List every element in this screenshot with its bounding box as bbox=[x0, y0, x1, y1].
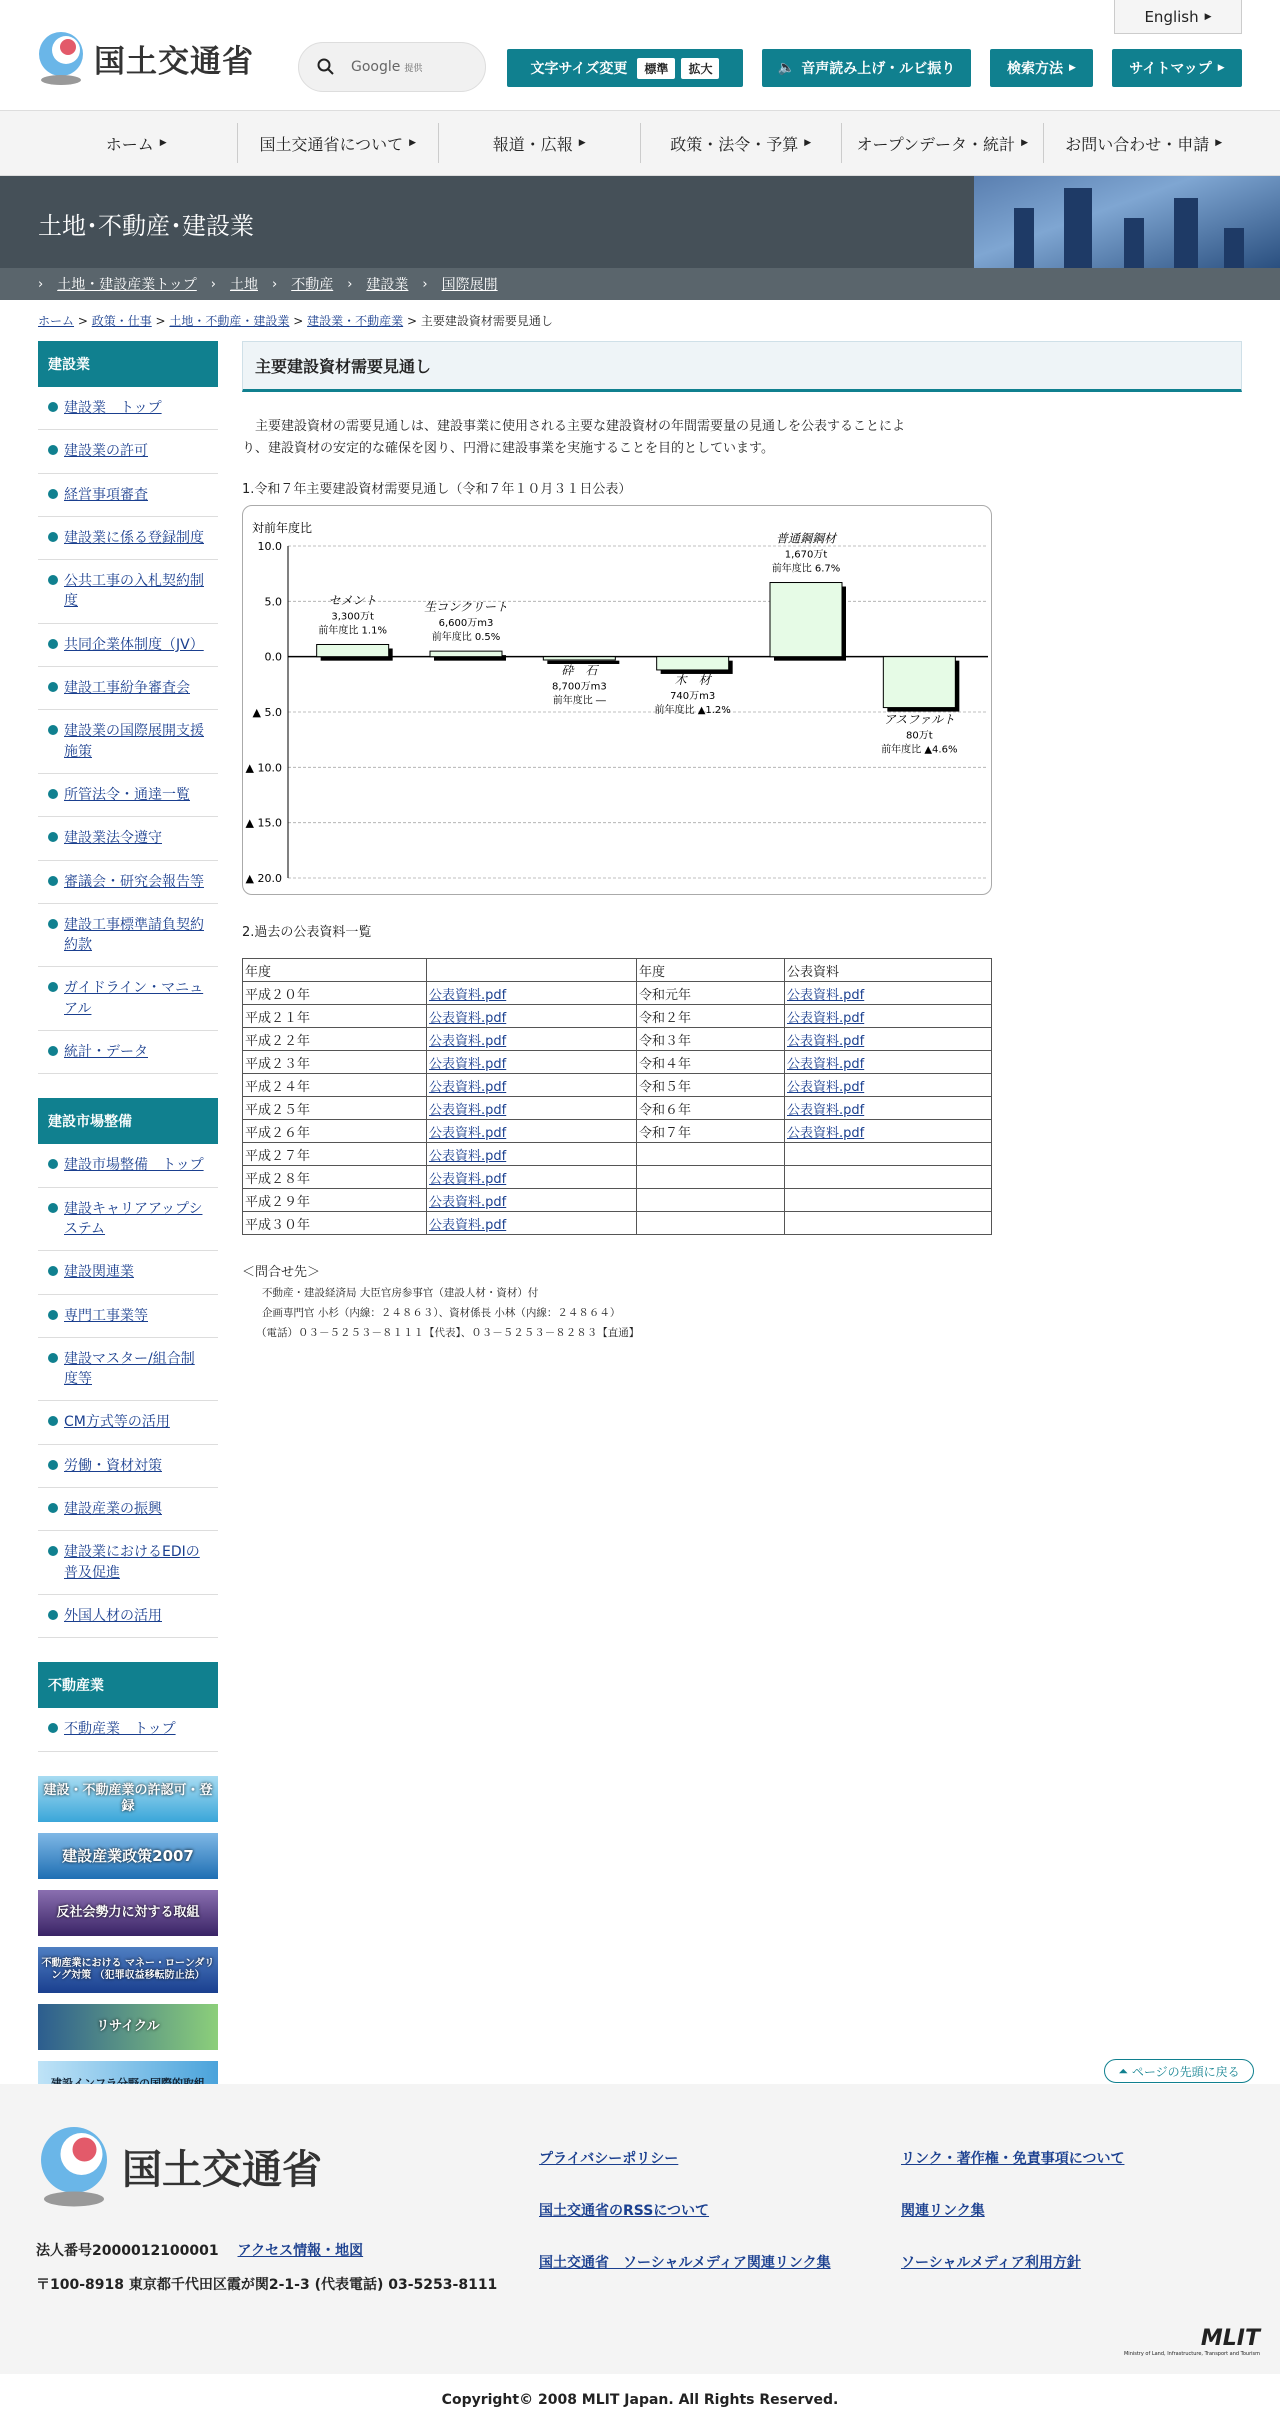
sidebar-item-link[interactable]: 建設業の国際展開支援施策 bbox=[64, 723, 204, 760]
pdf-link[interactable]: 公表資料.pdf bbox=[429, 1148, 507, 1164]
table-cell: 平成２４年 bbox=[243, 1074, 427, 1097]
table-cell bbox=[427, 1074, 637, 1097]
table-cell bbox=[427, 1005, 637, 1028]
sidebar-item-link[interactable]: ガイドライン・マニュアル bbox=[64, 980, 204, 1017]
sidebar-item-link[interactable]: 建設業におけるEDIの普及促進 bbox=[64, 1544, 200, 1581]
bar bbox=[883, 657, 955, 708]
table-cell bbox=[785, 1120, 992, 1143]
table-cell bbox=[785, 1005, 992, 1028]
bar bbox=[317, 645, 389, 657]
sidebar-item bbox=[38, 474, 218, 517]
table-header-cell: 年度 bbox=[637, 959, 785, 982]
bar-ratio-label: 前年度比 6.7% bbox=[771, 563, 841, 575]
breadcrumb-construction[interactable]: 建設業・不動産業 bbox=[307, 314, 404, 328]
sidebar-item-link[interactable]: 建設マスター/組合制度等 bbox=[64, 1350, 195, 1388]
sidebar-item bbox=[38, 560, 218, 624]
table-cell bbox=[427, 1051, 637, 1074]
arrow-up-icon: ⏶ bbox=[1118, 2063, 1128, 2078]
bar-amount-label: 740万m3 bbox=[670, 691, 716, 703]
global-nav bbox=[0, 111, 1280, 176]
sidebar-item-link[interactable]: 統計・データ bbox=[64, 1044, 148, 1061]
chevron-right-icon: › bbox=[210, 276, 216, 292]
search-box[interactable] bbox=[298, 42, 486, 92]
pdf-link[interactable]: 公表資料.pdf bbox=[787, 1102, 865, 1118]
y-tick-label: 0.0 bbox=[264, 650, 282, 664]
pdf-link[interactable]: 公表資料.pdf bbox=[787, 1010, 865, 1026]
banner-permits[interactable]: 建設・不動産業の許認可・登録 bbox=[38, 1776, 218, 1822]
sidebar-item-link[interactable]: 建設工事紛争審査会 bbox=[64, 680, 190, 697]
footer-link-privacy[interactable]: プライバシーポリシー bbox=[539, 2151, 679, 2167]
table-cell: 令和３年 bbox=[637, 1028, 785, 1051]
breadcrumb: ホーム > 政策・仕事 > 土地・不動産・建設業 > 建設業・不動産業 > 主要建設資材需要見通し bbox=[38, 314, 553, 328]
sidebar bbox=[38, 341, 218, 2118]
sidebar-group-realestate bbox=[38, 1662, 218, 1751]
pdf-link[interactable]: 公表資料.pdf bbox=[787, 1033, 865, 1049]
footer-link-rss[interactable]: 国土交通省のRSSについて bbox=[539, 2203, 710, 2219]
table-header-cell bbox=[427, 959, 637, 982]
chevron-right-icon: › bbox=[347, 276, 353, 292]
sidebar-item bbox=[38, 624, 218, 667]
banner-money-laundering[interactable]: 不動産業における マネー・ローンダリング対策 （犯罪収益移転防止法） bbox=[38, 1947, 218, 1993]
bar-amount-label: 8,700万m3 bbox=[551, 681, 607, 693]
sitemap-button[interactable]: サイトマップ ▶ bbox=[1112, 49, 1242, 87]
table-cell bbox=[427, 1028, 637, 1051]
table-row bbox=[243, 1028, 992, 1051]
bar-ratio-label: 前年度比 0.5% bbox=[431, 632, 501, 644]
demand-chart bbox=[242, 505, 992, 895]
table-cell bbox=[785, 1212, 992, 1235]
sidebar-item bbox=[38, 667, 218, 710]
triangle-right-icon: ▶ bbox=[1215, 138, 1223, 148]
font-large-button[interactable]: 拡大 bbox=[681, 58, 719, 79]
sidebar-heading: 建設業 bbox=[38, 341, 218, 387]
table-cell bbox=[427, 1166, 637, 1189]
bar-amount-label: 6,600万m3 bbox=[438, 618, 494, 630]
mlit-mark bbox=[1100, 2326, 1260, 2357]
bar-category-label: 木 材 bbox=[674, 673, 711, 688]
y-tick-label: ▲ 20.0 bbox=[245, 872, 282, 886]
triangle-right-icon: ▶ bbox=[1204, 11, 1212, 22]
table-cell: 平成２６年 bbox=[243, 1120, 427, 1143]
bar-amount-label: 80万t bbox=[906, 730, 933, 742]
pdf-link[interactable]: 公表資料.pdf bbox=[787, 987, 865, 1003]
sidebar-item bbox=[38, 710, 218, 774]
access-link[interactable]: アクセス情報・地図 bbox=[237, 2243, 364, 2259]
subnav-construction[interactable]: 建設業 bbox=[366, 277, 409, 293]
sidebar-item bbox=[38, 774, 218, 817]
y-tick-label: ▲ 10.0 bbox=[245, 761, 282, 775]
breadcrumb-land[interactable]: 土地・不動産・建設業 bbox=[169, 314, 290, 328]
sidebar-item-link[interactable]: 建設業 トップ bbox=[64, 400, 162, 416]
back-to-top-button[interactable]: ⏶ ページの先頭に戻る bbox=[1104, 2059, 1254, 2083]
table-row bbox=[243, 1097, 992, 1120]
site-header bbox=[0, 0, 1280, 111]
contact-persons: 企画専門官 小杉（内線：２４８６３）、資材係長 小林（内線：２４８６４） bbox=[262, 1307, 621, 1320]
y-tick-label: ▲ 15.0 bbox=[245, 816, 282, 830]
voice-button[interactable]: 🔈 音声読み上げ・ルビ振り bbox=[762, 49, 971, 87]
sidebar-item-link[interactable]: 建設産業の振興 bbox=[64, 1501, 162, 1518]
pdf-link[interactable]: 公表資料.pdf bbox=[787, 1056, 865, 1072]
table-cell: 平成２７年 bbox=[243, 1143, 427, 1166]
site-logo[interactable] bbox=[36, 30, 254, 86]
triangle-right-icon: ▶ bbox=[409, 138, 417, 148]
bar-category-label: 砕 石 bbox=[561, 663, 598, 678]
bar bbox=[543, 657, 615, 660]
table-cell bbox=[785, 1189, 992, 1212]
search-placeholder: Google 提供 bbox=[351, 59, 423, 75]
sidebar-item-link[interactable]: 審議会・研究会報告等 bbox=[64, 873, 204, 890]
sidebar-item-link[interactable]: 所管法令・通達一覧 bbox=[64, 786, 190, 803]
pdf-link[interactable]: 公表資料.pdf bbox=[429, 1056, 507, 1072]
table-cell bbox=[637, 1189, 785, 1212]
nav-item-opendata[interactable]: オープンデータ・統計 ▶ bbox=[841, 123, 1043, 163]
pdf-link[interactable]: 公表資料.pdf bbox=[429, 1102, 507, 1118]
table-cell: 令和４年 bbox=[637, 1051, 785, 1074]
logo-text: 国土交通省 bbox=[94, 43, 254, 80]
font-size-control bbox=[507, 49, 743, 87]
search-icon bbox=[317, 58, 335, 76]
font-size-label: 文字サイズ変更 bbox=[530, 61, 628, 77]
sidebar-heading: 不動産業 bbox=[38, 1662, 218, 1708]
sidebar-item bbox=[38, 1595, 218, 1638]
sidebar-item bbox=[38, 387, 218, 430]
mlit-logo-icon bbox=[36, 2124, 112, 2208]
table-cell: 平成２５年 bbox=[243, 1097, 427, 1120]
chevron-right-icon: › bbox=[272, 276, 278, 292]
table-header-cell: 公表資料 bbox=[785, 959, 992, 982]
table-cell bbox=[427, 1189, 637, 1212]
sub-nav bbox=[0, 268, 1280, 300]
pdf-link[interactable]: 公表資料.pdf bbox=[429, 1033, 507, 1049]
table-cell bbox=[427, 982, 637, 1005]
subnav-land-top[interactable]: 土地・建設産業トップ bbox=[57, 277, 197, 293]
table-cell: 令和５年 bbox=[637, 1074, 785, 1097]
table-row bbox=[243, 1051, 992, 1074]
sidebar-item bbox=[38, 817, 218, 860]
sidebar-item-link[interactable]: CM方式等の活用 bbox=[64, 1414, 170, 1431]
bar-ratio-label: 前年度比 ▲1.2% bbox=[654, 705, 731, 717]
table-cell: 平成３０年 bbox=[243, 1212, 427, 1235]
sidebar-group-market bbox=[38, 1098, 218, 1638]
footer-link-social-links[interactable]: 国土交通省 ソーシャルメディア関連リンク集 bbox=[539, 2255, 831, 2271]
bar-amount-label: 3,300万t bbox=[331, 611, 374, 623]
search-method-button[interactable]: 検索方法 ▶ bbox=[990, 49, 1093, 87]
sidebar-item bbox=[38, 1144, 218, 1187]
banner-anti-social[interactable]: 反社会勢力に対する取組 bbox=[38, 1890, 218, 1936]
table-row bbox=[243, 1005, 992, 1028]
table-cell bbox=[785, 1028, 992, 1051]
bar-amount-label: 1,670万t bbox=[784, 549, 828, 561]
pdf-link[interactable]: 公表資料.pdf bbox=[787, 1125, 865, 1141]
chevron-right-icon: › bbox=[422, 276, 428, 292]
corporate-number: 法人番号2000012100001 bbox=[36, 2243, 219, 2259]
sidebar-item bbox=[38, 1445, 218, 1488]
footer-corp bbox=[36, 2240, 363, 2260]
table-row bbox=[243, 1120, 992, 1143]
table-cell bbox=[785, 982, 992, 1005]
bar bbox=[657, 657, 729, 670]
y-axis-label: 対前年度比 bbox=[252, 521, 313, 536]
table-cell: 令和６年 bbox=[637, 1097, 785, 1120]
sidebar-item bbox=[38, 1338, 218, 1402]
chevron-right-icon: › bbox=[38, 276, 44, 292]
sidebar-item-link[interactable]: 建設業法令遵守 bbox=[64, 830, 162, 847]
table-row bbox=[243, 1166, 992, 1189]
subnav-international[interactable]: 国際展開 bbox=[441, 277, 498, 293]
copyright: Copyright© 2008 MLIT Japan. All Rights Reserved. bbox=[0, 2374, 1280, 2427]
sidebar-item bbox=[38, 861, 218, 904]
sidebar-heading: 建設市場整備 bbox=[38, 1098, 218, 1144]
sidebar-item bbox=[38, 430, 218, 473]
bar bbox=[430, 651, 502, 657]
sidebar-group-construction bbox=[38, 341, 218, 1074]
past-publications-table bbox=[242, 958, 992, 1235]
table-cell bbox=[637, 1143, 785, 1166]
bar-category-label: 生コンクリート bbox=[424, 600, 508, 615]
city-skyline-image bbox=[974, 176, 1280, 268]
table-cell: 平成２２年 bbox=[243, 1028, 427, 1051]
mlit-mark-subtext: Ministry of Land, Infrastructure, Transport and Tourism bbox=[1123, 2351, 1260, 2357]
table-cell bbox=[427, 1097, 637, 1120]
contact-phone: （電話）０３－５２５３－８１１１【代表】、０３－５２５３－８２８３【直通】 bbox=[256, 1327, 640, 1340]
nav-item-press[interactable]: 報道・広報 ▶ bbox=[438, 123, 640, 163]
footer-address: 〒100-8918 東京都千代田区霞が関2-1-3 (代表電話) 03-5253-8111 bbox=[36, 2277, 498, 2293]
table-cell: 令和元年 bbox=[637, 982, 785, 1005]
triangle-right-icon: ▶ bbox=[1069, 63, 1076, 73]
mlit-logo-icon bbox=[36, 30, 86, 86]
page-title: 主要建設資材需要見通し bbox=[242, 341, 1242, 392]
demand-bar-chart bbox=[243, 506, 993, 896]
nav-item-policy[interactable]: 政策・法令・予算 ▶ bbox=[640, 123, 842, 163]
triangle-right-icon: ▶ bbox=[159, 138, 167, 148]
pdf-link[interactable]: 公表資料.pdf bbox=[429, 1194, 507, 1210]
table-row bbox=[243, 1189, 992, 1212]
triangle-right-icon: ▶ bbox=[804, 138, 812, 148]
sidebar-item bbox=[38, 1251, 218, 1294]
sidebar-item-link[interactable]: 共同企業体制度（JV） bbox=[64, 636, 204, 653]
pdf-link[interactable]: 公表資料.pdf bbox=[429, 1171, 507, 1187]
subnav-land[interactable]: 土地 bbox=[230, 277, 258, 293]
table-cell: 平成２９年 bbox=[243, 1189, 427, 1212]
sidebar-item bbox=[38, 1031, 218, 1074]
banner-policy-2007[interactable]: 建設産業政策2007 bbox=[38, 1833, 218, 1879]
bar-ratio-label: 前年度比 1.1% bbox=[318, 625, 387, 637]
breadcrumb-home[interactable]: ホーム bbox=[38, 314, 75, 328]
sidebar-item-link[interactable]: 外国人材の活用 bbox=[64, 1607, 162, 1624]
mlit-mark-text: MLIT bbox=[1200, 2326, 1260, 2351]
sidebar-item bbox=[38, 1295, 218, 1338]
sidebar-item-link[interactable]: 専門工事業等 bbox=[64, 1307, 148, 1324]
table-cell bbox=[785, 1143, 992, 1166]
pdf-link[interactable]: 公表資料.pdf bbox=[429, 987, 507, 1003]
sidebar-item-link[interactable]: 建設市場整備 トップ bbox=[64, 1157, 204, 1174]
table-cell: 令和７年 bbox=[637, 1120, 785, 1143]
table-cell: 令和２年 bbox=[637, 1005, 785, 1028]
sidebar-item-link[interactable]: 建設業の許可 bbox=[64, 443, 148, 460]
footer-link-copyright[interactable]: リンク・著作権・免責事項について bbox=[901, 2151, 1125, 2167]
table-cell bbox=[785, 1074, 992, 1097]
bar-ratio-label: 前年度比 ― bbox=[552, 695, 606, 707]
sidebar-item-link[interactable]: 労働・資材対策 bbox=[64, 1457, 162, 1474]
pdf-link[interactable]: 公表資料.pdf bbox=[787, 1079, 865, 1095]
table-row bbox=[243, 1074, 992, 1097]
table-cell bbox=[637, 1166, 785, 1189]
y-tick-label: 5.0 bbox=[264, 595, 282, 609]
table-cell bbox=[785, 1097, 992, 1120]
footer-link-related[interactable]: 関連リンク集 bbox=[901, 2203, 985, 2219]
breadcrumb-current: 主要建設資材需要見通し bbox=[420, 314, 553, 328]
contact-info bbox=[242, 1261, 1242, 1340]
bar-category-label: アスファルト bbox=[883, 712, 955, 727]
table-cell bbox=[785, 1051, 992, 1074]
site-footer bbox=[0, 2084, 1280, 2374]
bar-ratio-label: 前年度比 ▲4.6% bbox=[881, 744, 958, 756]
sidebar-item bbox=[38, 967, 218, 1031]
table-cell: 平成２１年 bbox=[243, 1005, 427, 1028]
table-cell bbox=[637, 1212, 785, 1235]
sidebar-item bbox=[38, 1188, 218, 1252]
sidebar-item-link[interactable]: 建設業に係る登録制度 bbox=[64, 529, 204, 546]
chart-title: 1.令和７年主要建設資材需要見通し（令和７年１０月３１日公表） bbox=[242, 482, 632, 498]
category-banner bbox=[0, 176, 1280, 268]
sidebar-item-link[interactable]: 建設関連業 bbox=[64, 1264, 134, 1281]
table-cell bbox=[785, 1166, 992, 1189]
bar-category-label: セメント bbox=[328, 593, 377, 608]
table-cell: 平成２０年 bbox=[243, 982, 427, 1005]
main-content bbox=[242, 341, 1242, 2118]
bar-category-label: 普通鋼鋼材 bbox=[775, 531, 837, 546]
speaker-icon: 🔈 bbox=[777, 60, 796, 76]
lead-text: 主要建設資材の需要見通しは、建設事業に使用される主要な建設資材の年間需要量の見通しを公表することにより、建設資材の安定的な確保を図り、円滑に建設事業を実施することを目的としています。 bbox=[242, 419, 906, 457]
triangle-right-icon: ▶ bbox=[578, 138, 586, 148]
y-tick-label: ▲ 5.0 bbox=[252, 706, 282, 720]
sidebar-item bbox=[38, 1708, 218, 1751]
table-header-cell: 年度 bbox=[243, 959, 427, 982]
sidebar-item bbox=[38, 904, 218, 968]
nav-item-home[interactable]: ホーム ▶ bbox=[105, 134, 167, 154]
pdf-link[interactable]: 公表資料.pdf bbox=[429, 1125, 507, 1141]
footer-logo-text: 国土交通省 bbox=[122, 2146, 322, 2193]
table-cell bbox=[427, 1120, 637, 1143]
pdf-link[interactable]: 公表資料.pdf bbox=[429, 1217, 507, 1233]
table-cell: 平成２８年 bbox=[243, 1166, 427, 1189]
table-row bbox=[243, 1143, 992, 1166]
table-row bbox=[243, 982, 992, 1005]
table-row bbox=[243, 1212, 992, 1235]
table-cell: 平成２３年 bbox=[243, 1051, 427, 1074]
bar bbox=[770, 583, 842, 657]
pdf-link[interactable]: 公表資料.pdf bbox=[429, 1079, 507, 1095]
breadcrumb-policy[interactable]: 政策・仕事 bbox=[91, 314, 152, 328]
footer-link-social-policy[interactable]: ソーシャルメディア利用方針 bbox=[901, 2255, 1081, 2271]
table-cell bbox=[427, 1143, 637, 1166]
sidebar-item bbox=[38, 517, 218, 560]
table-title: 2.過去の公表資料一覧 bbox=[242, 925, 372, 941]
sidebar-item-link[interactable]: 経営事項審査 bbox=[64, 486, 148, 503]
y-tick-label: 10.0 bbox=[257, 540, 282, 554]
sidebar-item-link[interactable]: 建設キャリアアップシステム bbox=[64, 1200, 203, 1237]
sidebar-item bbox=[38, 1488, 218, 1531]
triangle-right-icon: ▶ bbox=[1021, 138, 1028, 148]
sidebar-item-link[interactable]: 建設工事標準請負契約約款 bbox=[64, 916, 204, 954]
font-standard-button[interactable]: 標準 bbox=[637, 58, 675, 79]
nav-item-contact[interactable]: お問い合わせ・申請 ▶ bbox=[1043, 123, 1245, 163]
table-cell bbox=[427, 1212, 637, 1235]
triangle-right-icon: ▶ bbox=[1217, 63, 1225, 73]
sidebar-item bbox=[38, 1531, 218, 1595]
table-header-row bbox=[243, 959, 992, 982]
contact-dept: 不動産・建設経済局 大臣官房参事官（建設人材・資材）付 bbox=[262, 1287, 539, 1300]
category-title: 土地･不動産･建設業 bbox=[38, 212, 254, 240]
banner-recycle[interactable]: リサイクル bbox=[38, 2004, 218, 2050]
nav-item-about[interactable]: 国土交通省について ▶ bbox=[237, 123, 439, 163]
sidebar-item-link[interactable]: 公共工事の入札契約制度 bbox=[64, 573, 204, 610]
language-button[interactable]: English ▶ bbox=[1114, 0, 1242, 34]
sidebar-item-link[interactable]: 不動産業 トップ bbox=[64, 1721, 176, 1738]
subnav-realestate[interactable]: 不動産 bbox=[291, 277, 334, 293]
contact-title: ＜問合せ先＞ bbox=[242, 1265, 321, 1281]
sidebar-item bbox=[38, 1401, 218, 1444]
pdf-link[interactable]: 公表資料.pdf bbox=[429, 1010, 507, 1026]
footer-logo[interactable] bbox=[36, 2124, 322, 2208]
